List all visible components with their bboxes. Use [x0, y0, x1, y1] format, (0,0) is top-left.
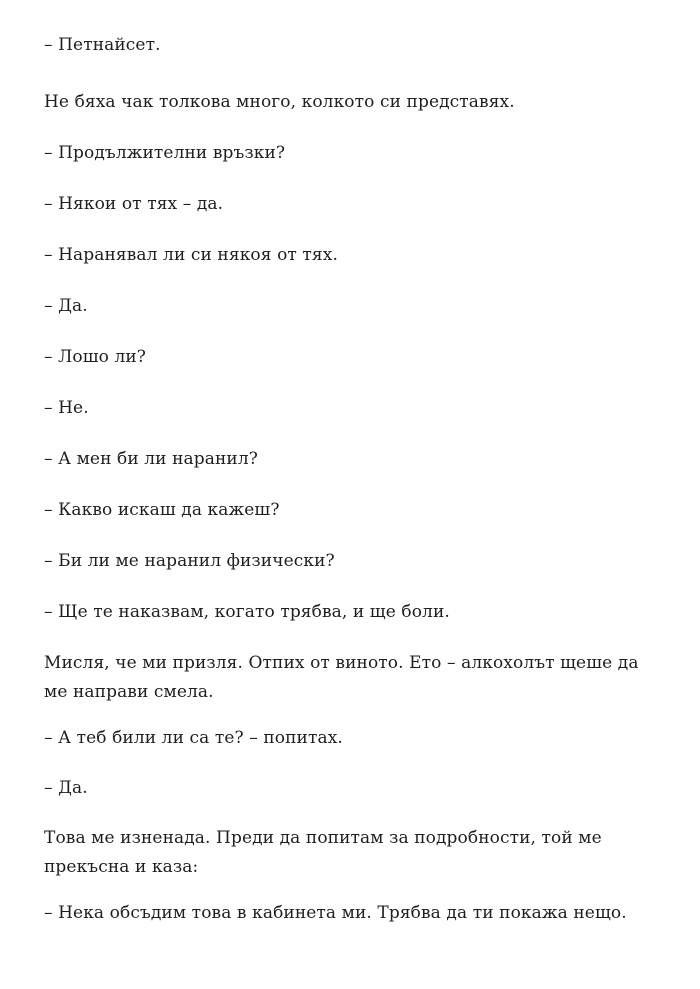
dialogue-line: – Ще те наказвам, когато трябва, и ще боли. — [44, 602, 450, 622]
dialogue-line: – Би ли ме наранил физически? — [44, 551, 335, 571]
dialogue-line: – Някои от тях – да. — [44, 194, 224, 214]
dialogue-line: – Да. — [44, 778, 88, 798]
dialogue-line: – Какво искаш да кажеш? — [44, 500, 280, 520]
dialogue-line: – Нека обсъдим това в кабинета ми. Трябва да ти покажа нещо. — [44, 903, 627, 923]
dialogue-line: – А мен би ли наранил? — [44, 449, 258, 469]
dialogue-line: – Лошо ли? — [44, 347, 147, 367]
narration-paragraph: Това ме изненада. Преди да попитам за подробности, той ме прекъсна и каза: — [44, 828, 602, 877]
dialogue-line: – Да. — [44, 296, 88, 316]
dialogue-line: – Не. — [44, 398, 89, 418]
dialogue-line: – Продължителни връзки? — [44, 143, 286, 163]
narration-paragraph: Мисля, че ми призля. Отпих от виното. Ето – алкохолът щеше да ме направи смела. — [44, 653, 639, 702]
dialogue-line: – А теб били ли са те? – попитах. — [44, 728, 343, 748]
dialogue-line: – Петнайсет. — [44, 35, 161, 55]
narration-paragraph: Не бяха чак толкова много, колкото си представях. — [44, 92, 515, 112]
dialogue-line: – Наранявал ли си някоя от тях. — [44, 245, 338, 265]
